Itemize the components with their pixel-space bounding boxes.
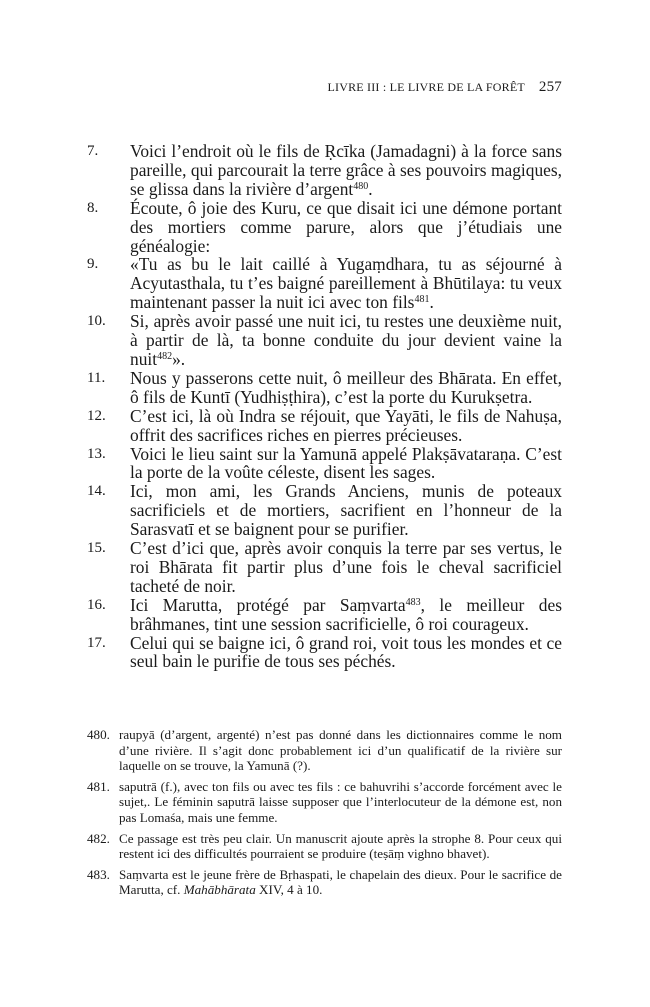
running-title: LIVRE III : LE LIVRE DE LA FORÊT <box>327 80 525 94</box>
verse-number: 8. <box>87 199 99 216</box>
verse-text-main: Écoute, ô joie des Kuru, ce que disait ici une démone portant des mortiers comme parure, alors que j’étudiais une généalogie: <box>130 197 562 256</box>
verse-text-tail: . <box>368 178 373 199</box>
footnote-text-italic: Mahābhārata <box>183 882 256 898</box>
verse-number: 9. <box>87 256 99 273</box>
footnote-text-main: saputrā (f.), avec ton fils ou avec tes fils : ce bahuvrihi s’accorde forcément avec le sujet,. Le féminin saputrā laisse supposer que l’interlocuteur de la démone est, non pas Lomaśa, mais une femme. <box>119 778 562 825</box>
verse-item <box>87 634 562 672</box>
footnote-item <box>87 779 562 826</box>
verse-text <box>130 142 562 199</box>
page-number: 257 <box>538 79 562 95</box>
verse-item <box>87 445 562 483</box>
verse-text-main: Ici, mon ami, les Grands Anciens, munis de poteaux sacrificiels et de mortiers, sacrifient en l’honneur de la Sarasvatī et se baignent pour se purifier. <box>130 481 562 540</box>
verse-number: 16. <box>87 596 106 613</box>
verse-number: 10. <box>87 313 106 330</box>
verse-number: 11. <box>87 369 106 386</box>
verse-text-main: C’est d’ici que, après avoir conquis la terre par ses vertus, le roi Bhārata fit partir plus d’une fois le cheval sacrificiel tacheté de noir. <box>130 538 562 596</box>
verse-text <box>130 407 562 445</box>
footnote-item <box>87 867 562 898</box>
footnote-text-tail: XIV, 4 à 10. <box>255 882 323 898</box>
footnote-item <box>87 727 562 774</box>
footnote-text <box>119 867 562 898</box>
verse-text <box>130 369 562 407</box>
verse-text-tail: ». <box>172 348 186 369</box>
verse-text-tail: , le meilleur des brâhmanes, tint une session sacrificielle, ô roi courageux. <box>130 594 562 634</box>
verse-item <box>87 407 562 445</box>
verse-text-main: Celui qui se baigne ici, ô grand roi, voit tous les mondes et ce seul bain le purifie de tous ses péchés. <box>130 632 562 672</box>
verse-text <box>130 634 562 672</box>
verse-item <box>87 369 562 407</box>
verse-text-main: Voici l’endroit où le fils de Ṛcīka (Jamadagni) à la force sans pareille, qui parcourait la terre grâce à ses pouvoirs magiques, se glissa dans la rivière d’argent <box>130 141 562 199</box>
verse-item <box>87 255 562 312</box>
footnote-ref: 480 <box>353 180 369 192</box>
verse-text-main: Ici Marutta, protégé par Saṃvarta <box>130 594 406 615</box>
footnote-item <box>87 831 562 862</box>
footnote-number: 482. <box>87 830 110 846</box>
verse-item <box>87 596 562 634</box>
verse-number: 15. <box>87 540 106 557</box>
verse-text-main: «Tu as bu le lait caillé à Yugaṃdhara, tu as séjourné à Acyutasthala, tu t’es baigné pareillement à Bhūtilaya: tu veux maintenant passer la nuit ici avec ton fils <box>130 254 562 313</box>
running-header <box>87 79 562 96</box>
footnote-text-main: Saṃvarta est le jeune frère de Bṛhaspati, le chapelain des dieux. Pour le sacrifice de Marutta, cf. <box>119 866 562 898</box>
footnote-text-main: raupyā (d’argent, argenté) n’est pas donné dans les dictionnaires comme le nom d’une rivière. Il s’agit donc probablement ici d’un qualificatif de la rivière sur laquelle on se trouve, la Yamunā (?). <box>119 727 562 774</box>
verse-list <box>87 142 562 671</box>
footnote-list <box>87 727 562 903</box>
verse-text <box>130 312 562 369</box>
footnote-ref: 483 <box>405 596 421 608</box>
footnote-number: 483. <box>87 866 110 882</box>
verse-item <box>87 539 562 596</box>
verse-text <box>130 482 562 539</box>
verse-text <box>130 445 562 483</box>
verse-text <box>130 539 562 596</box>
verse-text <box>130 596 562 634</box>
verse-item <box>87 312 562 369</box>
verse-text-main: Voici le lieu saint sur la Yamunā appelé Plakṣāvataraṇa. C’est la porte de la voûte céleste, disent les sages. <box>130 443 562 483</box>
verse-number: 12. <box>87 407 106 424</box>
footnote-number: 480. <box>87 727 110 742</box>
footnote-ref: 482 <box>157 350 173 362</box>
verse-text-tail: . <box>429 292 434 313</box>
footnote-text <box>119 779 562 826</box>
verse-item <box>87 142 562 199</box>
verse-text <box>130 255 562 312</box>
verse-item <box>87 199 562 256</box>
verse-number: 7. <box>87 143 99 159</box>
footnote-text <box>119 831 562 862</box>
verse-item <box>87 482 562 539</box>
footnote-number: 481. <box>87 778 110 794</box>
verse-text-main: Nous y passerons cette nuit, ô meilleur des Bhārata. En effet, ô fils de Kuntī (Yudhiṣṭhira), c’est la porte du Kurukṣetra. <box>130 367 562 407</box>
footnote-text <box>119 727 562 774</box>
verse-text <box>130 199 562 256</box>
verse-number: 17. <box>87 634 106 651</box>
verse-number: 14. <box>87 483 106 500</box>
verse-text-main: Si, après avoir passé une nuit ici, tu restes une deuxième nuit, à partir de là, ta bonne conduite du jour devient vaine la nuit <box>130 311 562 369</box>
verse-text-main: C’est ici, là où Indra se réjouit, que Yayāti, le fils de Nahuṣa, offrit des sacrifices riches en pierres précieuses. <box>130 405 562 445</box>
footnote-ref: 481 <box>414 294 430 306</box>
footnote-text-main: Ce passage est très peu clair. Un manuscrit ajoute après la strophe 8. Pour ceux qui restent ici des difficultés pourraient se produire (teṣāṃ vighno bhavet). <box>119 830 562 862</box>
verse-number: 13. <box>87 445 106 462</box>
